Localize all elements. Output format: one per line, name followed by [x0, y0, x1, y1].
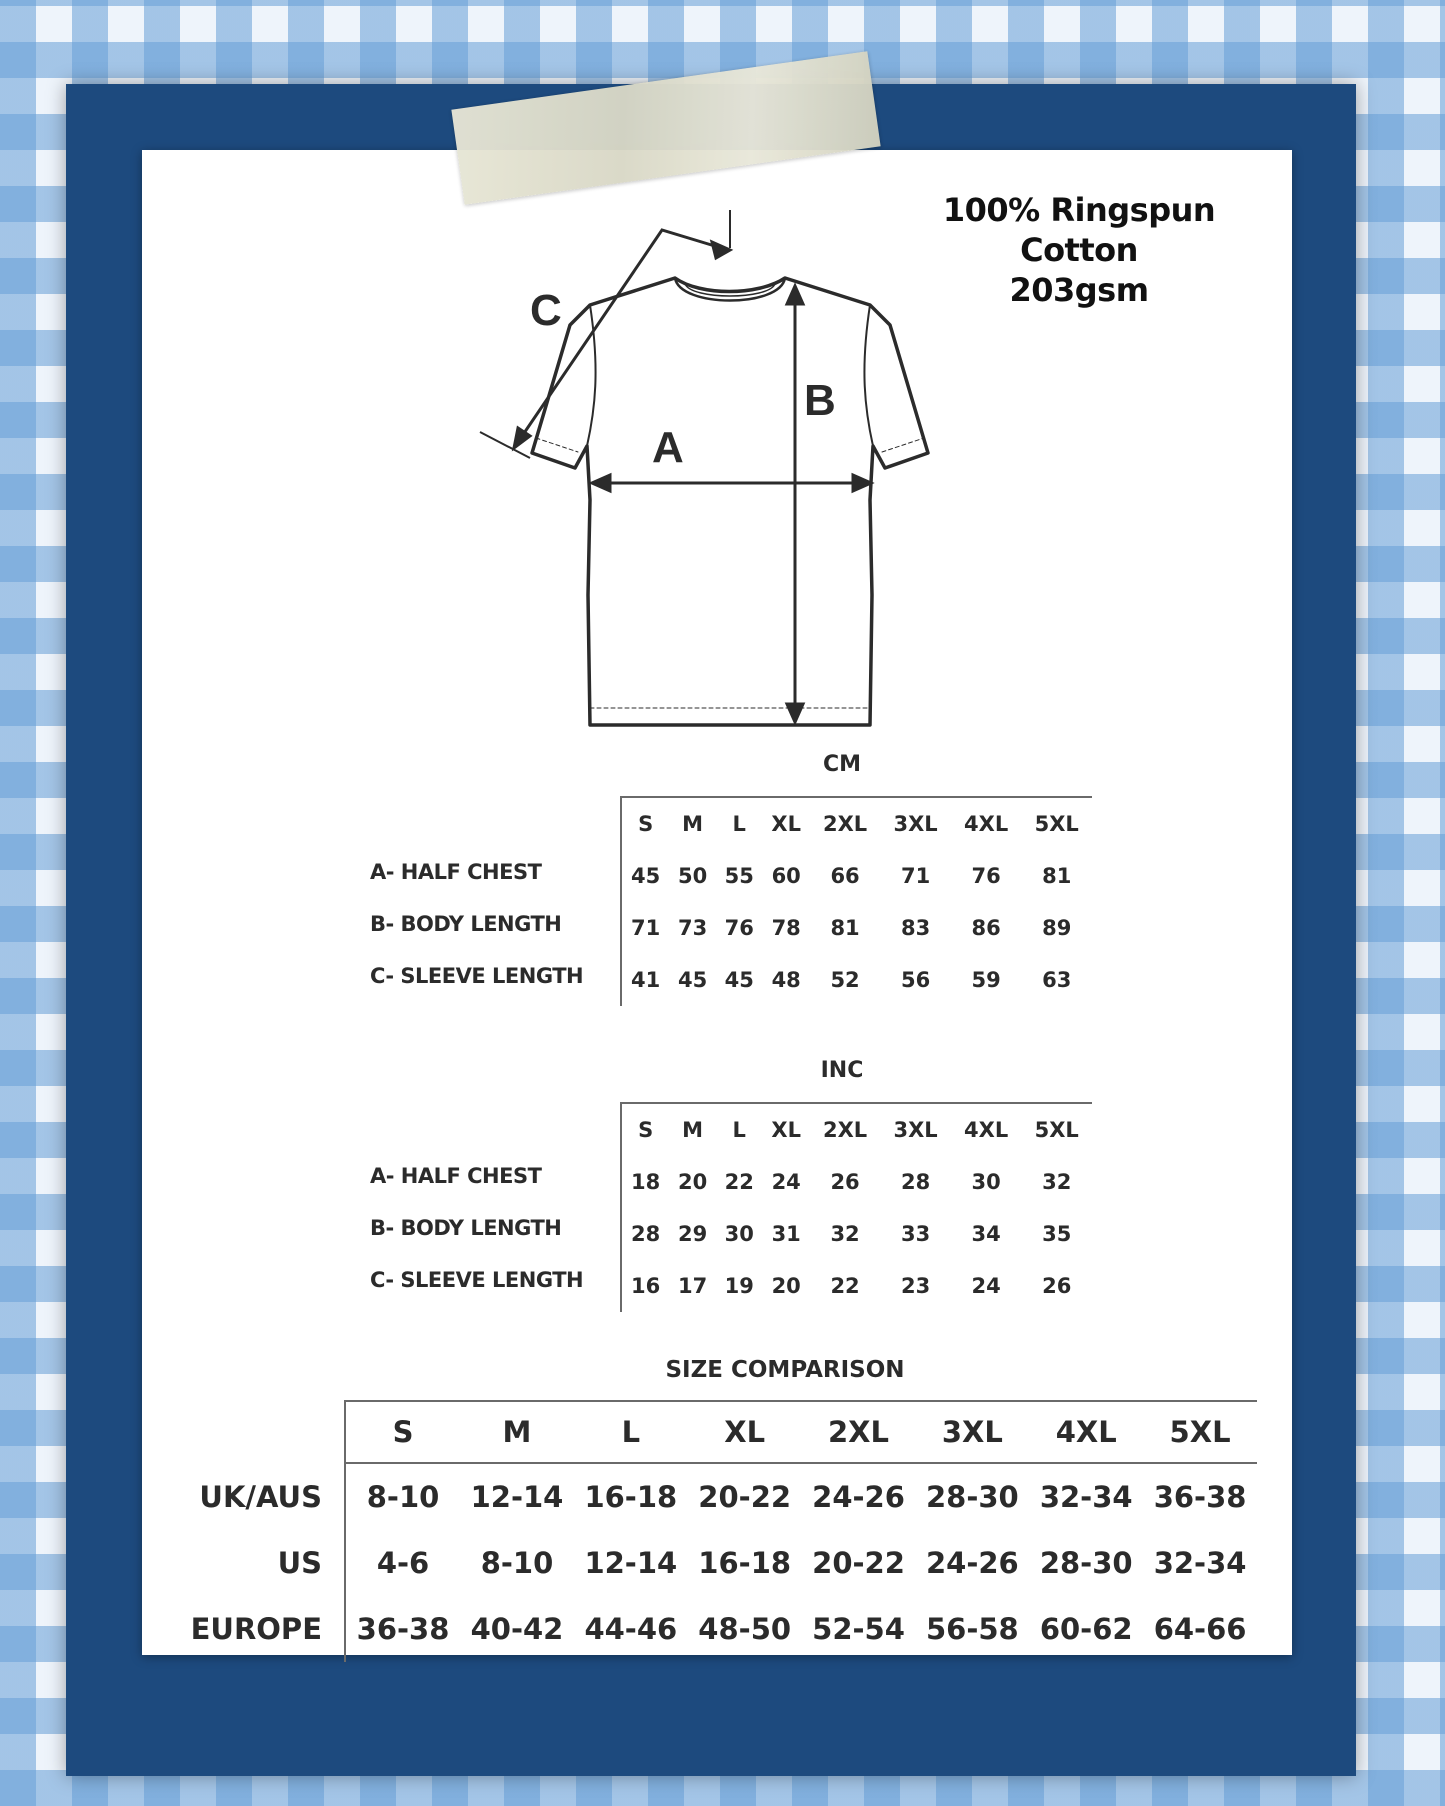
cm-size-xl: XL — [763, 797, 810, 850]
cmp-label-uk-aus: UK/AUS — [199, 1479, 322, 1514]
cm-label-body-length: B- BODY LENGTH — [370, 912, 562, 936]
table-cell: 30 — [724, 1222, 754, 1246]
table-cell: 59 — [971, 968, 1001, 992]
table-cell: 45 — [621, 850, 669, 902]
label-b: B — [804, 376, 836, 425]
table-cell: 28 — [621, 1208, 669, 1260]
cm-title: CM — [822, 752, 862, 777]
cmp-size-5xl: 5XL — [1143, 1401, 1257, 1463]
table-cell: 22 — [830, 1274, 860, 1298]
table-cell: 24-26 — [925, 1546, 1019, 1580]
cmp-size-l: L — [574, 1401, 688, 1463]
table-cell: 71 — [621, 902, 669, 954]
cm-size-5xl: 5XL — [1021, 797, 1092, 850]
label-c: C — [530, 286, 562, 335]
cm-table — [620, 796, 1092, 1006]
cm-size-2xl: 2XL — [810, 797, 881, 850]
table-cell: 81 — [1042, 864, 1072, 888]
table-cell: 28-30 — [1039, 1546, 1133, 1580]
table-cell: 60 — [771, 864, 801, 888]
comparison-row-us — [172, 1530, 1257, 1596]
inc-size-2xl: 2XL — [810, 1103, 881, 1156]
tshirt-diagram — [440, 200, 980, 740]
table-cell: 4-6 — [345, 1530, 460, 1596]
table-cell: 32 — [1042, 1170, 1072, 1194]
table-cell: 35 — [1042, 1222, 1072, 1246]
inc-row-half-chest — [621, 1156, 1092, 1208]
table-cell: 18 — [621, 1156, 669, 1208]
table-cell: 60-62 — [1039, 1612, 1133, 1646]
table-cell: 8-10 — [480, 1546, 554, 1580]
label-a: A — [652, 423, 684, 472]
inc-header-row — [621, 1103, 1092, 1156]
table-cell: 36-38 — [1153, 1480, 1247, 1514]
cmp-size-xl: XL — [688, 1401, 802, 1463]
table-cell: 71 — [900, 864, 931, 888]
table-cell: 26 — [1042, 1274, 1072, 1298]
inc-size-m: M — [669, 1103, 716, 1156]
cm-size-s: S — [621, 797, 669, 850]
cm-row-sleeve-length — [621, 954, 1092, 1006]
cmp-size-3xl: 3XL — [915, 1401, 1029, 1463]
table-cell: 52 — [830, 968, 860, 992]
table-cell: 28 — [900, 1170, 931, 1194]
table-cell: 64-66 — [1153, 1612, 1247, 1646]
cmp-label-us: US — [277, 1546, 322, 1580]
cm-size-4xl: 4XL — [951, 797, 1022, 850]
table-cell: 23 — [900, 1274, 931, 1298]
table-cell: 30 — [971, 1170, 1001, 1194]
table-cell: 40-42 — [470, 1612, 564, 1646]
inc-row-labels — [370, 1150, 583, 1306]
cm-row-body-length — [621, 902, 1092, 954]
inc-size-l: L — [716, 1103, 763, 1156]
table-cell: 20 — [677, 1170, 708, 1194]
cmp-size-m: M — [460, 1401, 574, 1463]
inc-size-3xl: 3XL — [880, 1103, 951, 1156]
cmp-size-s: S — [345, 1401, 460, 1463]
cm-header-row — [621, 797, 1092, 850]
table-cell: 89 — [1042, 916, 1072, 940]
table-cell: 76 — [724, 916, 754, 940]
cmp-size-2xl: 2XL — [802, 1401, 916, 1463]
table-cell: 16-18 — [698, 1546, 792, 1580]
fabric-weight: 203gsm — [1009, 271, 1149, 309]
inc-row-body-length — [621, 1208, 1092, 1260]
table-cell: 63 — [1042, 968, 1072, 992]
table-cell: 41 — [621, 954, 669, 1006]
cmp-label-europe: EUROPE — [190, 1612, 322, 1646]
table-cell: 83 — [900, 916, 931, 940]
comparison-header-row — [172, 1401, 1257, 1463]
inc-label-body-length: B- BODY LENGTH — [370, 1216, 562, 1240]
table-cell: 20 — [771, 1274, 801, 1298]
table-cell: 19 — [724, 1274, 754, 1298]
table-cell: 45 — [724, 968, 754, 992]
table-cell: 28-30 — [925, 1480, 1019, 1514]
cm-size-m: M — [669, 797, 716, 850]
inc-label-sleeve-length: C- SLEEVE LENGTH — [370, 1268, 584, 1292]
inc-size-4xl: 4XL — [951, 1103, 1022, 1156]
table-cell: 24 — [971, 1274, 1001, 1298]
table-cell: 50 — [677, 864, 708, 888]
inc-size-xl: XL — [763, 1103, 810, 1156]
inc-row-sleeve-length — [621, 1260, 1092, 1312]
table-cell: 48 — [771, 968, 801, 992]
inc-size-s: S — [621, 1103, 669, 1156]
comparison-corner — [172, 1401, 345, 1463]
table-cell: 56-58 — [925, 1612, 1019, 1646]
inc-label-half-chest: A- HALF CHEST — [370, 1164, 542, 1188]
inc-title: INC — [820, 1058, 864, 1083]
table-cell: 16 — [621, 1260, 669, 1312]
comparison-title: SIZE COMPARISON — [665, 1357, 905, 1383]
table-cell: 56 — [900, 968, 931, 992]
table-cell: 22 — [724, 1170, 754, 1194]
table-cell: 33 — [900, 1222, 931, 1246]
comparison-table — [172, 1400, 1257, 1662]
comparison-row-europe — [172, 1596, 1257, 1662]
table-cell: 12-14 — [584, 1546, 678, 1580]
table-cell: 34 — [971, 1222, 1001, 1246]
table-cell: 78 — [771, 916, 801, 940]
table-cell: 32 — [830, 1222, 860, 1246]
table-cell: 36-38 — [345, 1596, 460, 1662]
measure-c-path — [518, 230, 728, 442]
table-cell: 76 — [971, 864, 1001, 888]
table-cell: 12-14 — [470, 1480, 564, 1514]
table-cell: 73 — [677, 916, 708, 940]
table-cell: 44-46 — [584, 1612, 678, 1646]
cm-size-l: L — [716, 797, 763, 850]
cm-label-sleeve-length: C- SLEEVE LENGTH — [370, 964, 584, 988]
table-cell: 24-26 — [812, 1480, 905, 1514]
tshirt-outline — [532, 278, 928, 725]
cm-row-half-chest — [621, 850, 1092, 902]
cmp-size-4xl: 4XL — [1029, 1401, 1143, 1463]
cm-row-labels — [370, 846, 583, 1002]
comparison-row-uk-aus — [172, 1463, 1257, 1530]
table-cell: 66 — [830, 864, 860, 888]
inc-table — [620, 1102, 1092, 1312]
fabric-composition: 100% Ringspun Cotton — [942, 191, 1216, 269]
table-cell: 20-22 — [812, 1546, 905, 1580]
table-cell: 81 — [830, 916, 860, 940]
table-cell: 16-18 — [584, 1480, 678, 1514]
table-cell: 26 — [830, 1170, 860, 1194]
table-cell: 55 — [724, 864, 754, 888]
table-cell: 48-50 — [698, 1612, 792, 1646]
inc-size-5xl: 5XL — [1021, 1103, 1092, 1156]
table-cell: 17 — [677, 1274, 708, 1298]
table-cell: 20-22 — [698, 1480, 792, 1514]
table-cell: 24 — [771, 1170, 801, 1194]
table-cell: 32-34 — [1039, 1480, 1133, 1514]
table-cell: 45 — [677, 968, 708, 992]
table-cell: 29 — [677, 1222, 708, 1246]
cm-label-half-chest: A- HALF CHEST — [370, 860, 542, 884]
table-cell: 52-54 — [812, 1612, 905, 1646]
cm-size-3xl: 3XL — [880, 797, 951, 850]
table-cell: 31 — [771, 1222, 801, 1246]
table-cell: 8-10 — [345, 1463, 460, 1530]
table-cell: 86 — [971, 916, 1001, 940]
table-cell: 32-34 — [1153, 1546, 1247, 1580]
